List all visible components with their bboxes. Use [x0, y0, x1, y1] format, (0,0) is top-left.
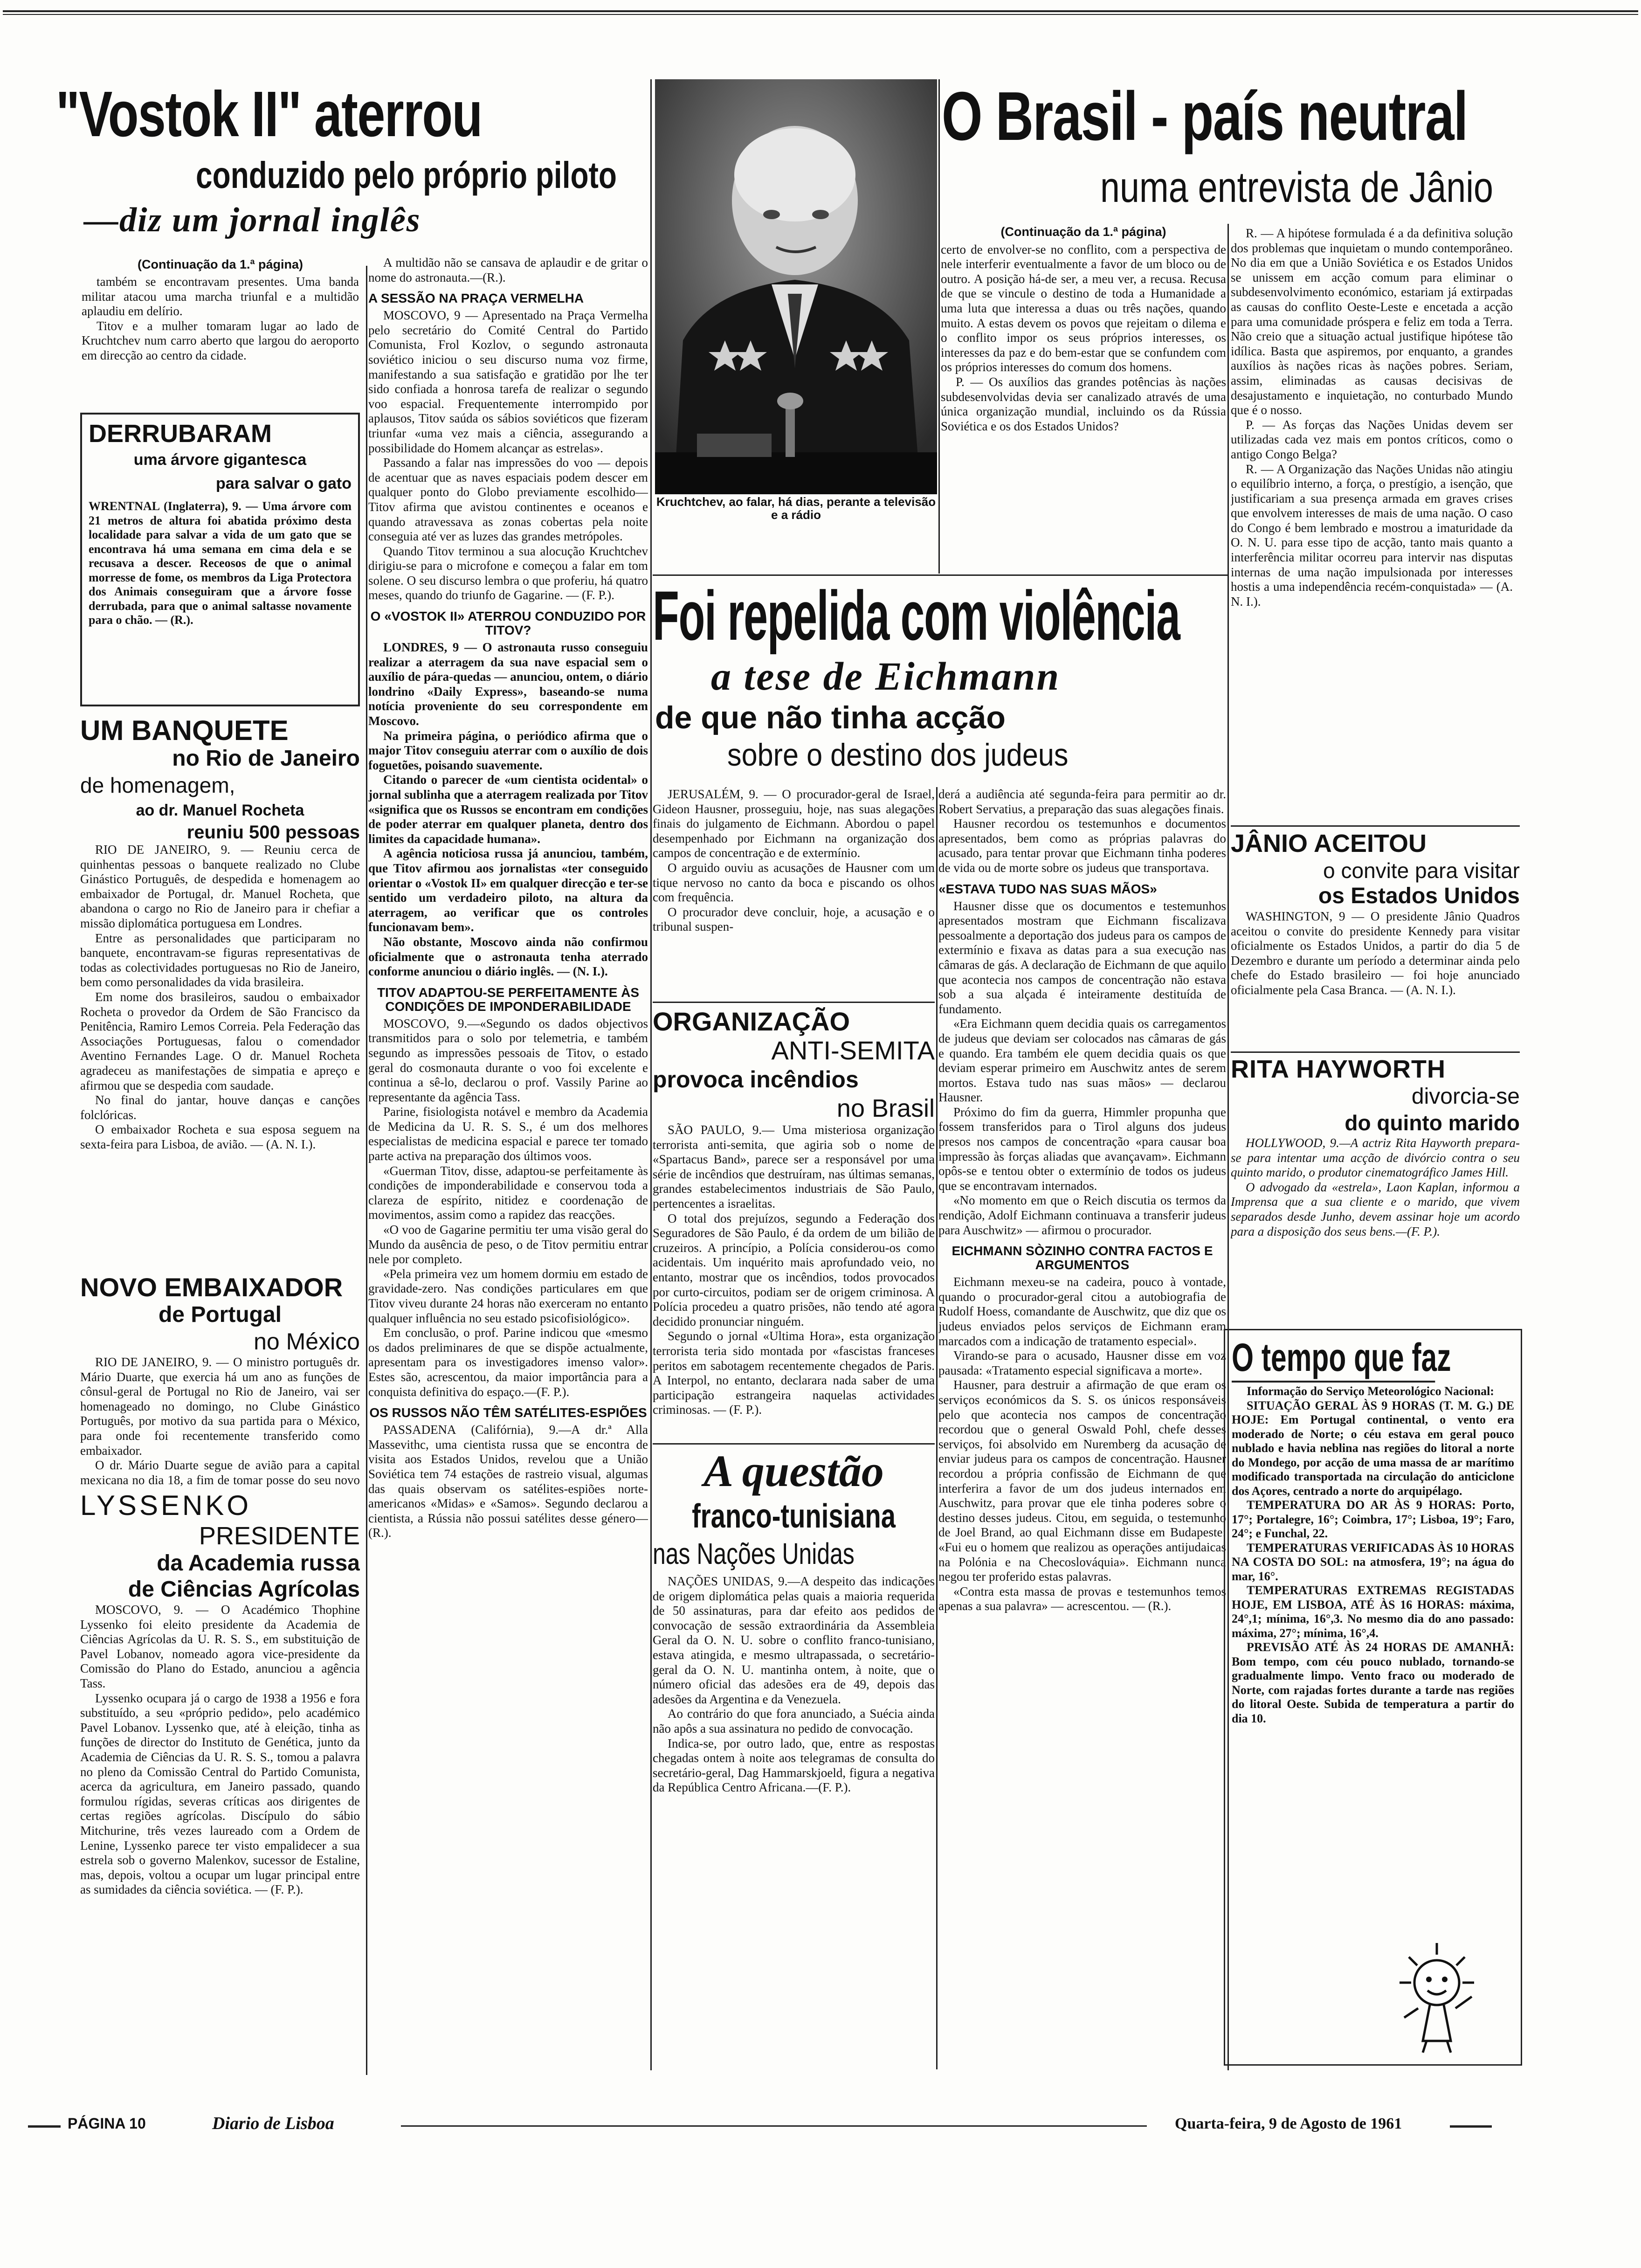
organizacao-p1: SÃO PAULO, 9.— Uma misteriosa organização terrorista anti-semita, que agiria sob o nome de «Spartacus Band», parece ser a responsável por uma série de incêndios que destruíram, nas últimas semanas, grandes estabelecimentos industriais de São Paulo, pertencentes a israelitas.: [653, 1123, 935, 1210]
janio-p1: WASHINGTON, 9 — O presidente Jânio Quadros aceitou o convite do presidente Kennedy para visitar oficialmente os Estados Unidos, a partir do dia 5 de Dezembro e durante um período a determinar ainda pelo chefe do Estado brasileiro — foi hoje anunciado oficialmente pela Casa Branca. — (A. N. I.).: [1231, 909, 1520, 997]
kruchtchev-photo: [655, 79, 937, 494]
eichmann-c2-p8: Virando-se para o acusado, Hausner disse em voz pausada: «Tratamento especial significava a morte».: [938, 1348, 1226, 1377]
tunisia-p3: Indica-se, por outro lado, que, entre as respostas chegadas ontem à noite aos telegramas de consulta do secretário-geral, Dag Hammarskjoeld, figura a negativa da República Centro Africana.—(F. P.).: [653, 1736, 935, 1795]
banquete-title: UM BANQUETE: [80, 716, 289, 746]
banquete-p3: Em nome dos brasileiros, saudou o embaixador Rocheta o provedor da Ordem de São Francisco da Penitência, Ramiro Lemos Correia. Pela Federação das Associações Portuguesas, falou o comendador Aventino Fernandes Lage. O dr. Manuel Rocheta agradeceu as manifestações de simpatia e apreço e afirmou que se despedia com saudade.: [80, 989, 360, 1093]
lyssenko-line3: da Academia russa: [157, 1551, 360, 1576]
eichmann-c2-p10: «Contra esta massa de provas e testemunhos temos apenas a sua palavra» — acrescentou. — (R.).: [938, 1584, 1226, 1613]
tunisia-p2: Ao contrário do que fora anunciado, a Suécia ainda não apôs a sua assinatura no pedido de convocação.: [653, 1707, 935, 1736]
lyssenko-p2: Lyssenko ocupara já o cargo de 1938 a 1956 e fora substituído, a seu «próprio pedido», pelo académico Pavel Lobanov. Lyssenko que, até à eleição, tinha as funções de director do Instituto de Genética, junto da Academia de Ciências da U. R. S. S., tomou a palavra no pleno da Comissão Central do Partido Comunista, acerca da agricultura, em Janeiro passado, quando formulou rígidas, severas críticas aos dirigentes de certas regiões agrícolas. Discípulo do sábio Mitchurine, três vezes laureado com a Ordem de Lenine, Lyssenko parece ter visto empalidecer a sua estrela sob o governo Malenkov, sucessor de Estaline, mas, depois, voltou a ocupar um lugar principal entre as sumidades da ciência soviética. — (F. P.).: [80, 1691, 360, 1897]
column-rule-3: [938, 79, 940, 574]
organizacao-block: [653, 1007, 935, 1436]
janio-block: [1231, 829, 1520, 1048]
brasil-c2-p3: R. — A Organização das Nações Unidas não atingiu o equilíbrio interno, a força, o prestígio, a isenção, que justificariam a sua presença armada em graves crises que envolvem interesses de mais de uma nação. O caso do Congo é bem lembrado e mostrou a imaturidade da O. N. U. para esse tipo de acção, tanto mais quanto a interferência militar ocorreu para intervir nas disputas internas de uma nação impulsionada por interesses hostis a uma independência recém-conquistada» — (A. N. I.).: [1231, 462, 1513, 608]
vostok-col2-p16: PASSADENA (Califórnia), 9.—A dr.ª Alla Massevithc, uma cientista russa que se encontra de visita aos Estados Unidos, revelou que a União Soviética tem 74 estações de rastreio visual, algumas das quais observam os satélites-espiões norte-americanos «Midas» e «Samos». Segundo declarou a cientista, a Rússia não possui satélites desse género—(R.).: [368, 1423, 648, 1540]
eichmann-c1-p2: O arguido ouviu as acusações de Hausner com um tique nervoso no canto da boca e piscando os olhos com frequência.: [653, 860, 935, 905]
organizacao-line4: no Brasil: [836, 1094, 935, 1122]
eichmann-top-rule: [653, 574, 1228, 576]
eichmann-c2-p1: derá a audiência até segunda-feira para permitir ao dr. Robert Servatius, a preparação das suas alegações finais.: [938, 787, 1226, 816]
tempo-p3: TEMPERATURA DO AR ÀS 9 HORAS: Porto, 17°; Portalegre, 16°; Coimbra, 17°; Lisboa, 19°; Faro, 24°; e Funchal, 22.: [1232, 1498, 1514, 1540]
brasil-headline-block: [942, 82, 1632, 221]
tempo-box: [1224, 1329, 1522, 2066]
banquete-line2: no Rio de Janeiro: [172, 746, 360, 771]
embaixador-line2: de Portugal: [158, 1302, 282, 1327]
vostok-deck2: —diz um jornal inglês: [84, 201, 421, 239]
lyssenko-p1: MOSCOVO, 9. — O Académico Thophine Lyssenko foi eleito presidente da Academia de Ciências Agrícolas da U. R. S. S., em substituição de Pavel Lobanov, nomeado agora vice-presidente da Comissão do Plano do Estado, anunciou a agência Tass.: [80, 1603, 360, 1690]
organizacao-line2: ANTI-SEMITA: [771, 1036, 935, 1065]
brasil-c1-p1: certo de envolver-se no conflito, com a perspectiva de nele interferir eventualmente a favor de um bloco ou de outro. A posição há-de ser, a meu ver, a recusa. Recusa de que se vincule o destino de toda a Humanidade a uma luta que interessa a duas ou três nações, quando muito. A estas devem os povos que rejeitam o dilema e o conflito impor os seus próprios interesses, os interesses da paz e do bem-estar que se confundem com os próprios interesses do comum dos homens.: [941, 242, 1226, 374]
eichmann-c2-p3: Hausner disse que os documentos e testemunhos apresentados mostram que Eichmann fiscalizava pessoalmente a deportação dos judeus para os campos de extermínio e fixava as datas para a sua execução nas câmaras de gás. A declaração de Eichmann de que aquilo que acontecia nos campos de concentração não estava sob a sua alçada é inteiramente destituída de fundamento.: [938, 899, 1226, 1016]
lyssenko-title: LYSSENKO: [80, 1490, 252, 1521]
vostok-col2-p12: «Guerman Titov, disse, adaptou-se perfeitamente às condições de imponderabilidade e conservou toda a clareza de espírito, nitidez e coordenação de movimentos, assim como a rapidez das reacções.: [368, 1163, 648, 1222]
embaixador-p2: O dr. Mário Duarte segue de avião para a capital mexicana no dia 18, a fim de tomar posse do seu novo: [80, 1458, 360, 1487]
derrubaram-line3: para salvar o gato: [215, 475, 352, 492]
footer-rule-left: [28, 2125, 61, 2128]
eichmann-col1: [653, 787, 935, 992]
vostok-deck: conduzido pelo próprio piloto: [196, 154, 617, 196]
tempo-title: O tempo que faz: [1232, 1334, 1435, 1383]
brasil-c2-p1: R. — A hipótese formulada é a da definitiva solução dos problemas que inquietam o mundo contemporâneo. No dia em que a União Soviética e os Estados Unidos se unissem em acção comum para eliminar o subdesenvolvimento económico, estariam já extirpadas as causas do conflito Oeste-Leste e encetada a acção para uma comunidade próspera e feliz em toda a Terra. Não creio que a situação actual justifique hipótese tão idílica. Basta que aspiremos, por enquanto, a grandes auxílios às nações ricas às nações pobres. Seriam, assim, eliminadas as causas decisivas de desajustamento e inquietação, no conturbado Mundo que é o nosso.: [1231, 226, 1513, 417]
eichmann-c2-p4: «Era Eichmann quem decidia quais os carregamentos de judeus que deviam ser colocados nas câmaras de gás e quando. Era também ele quem decidia quais os que deviam esperar primeiro em Auschwitz antes de serem mortos. Estava tudo nas suas mãos» — declarou Hausner.: [938, 1016, 1226, 1105]
tunisia-top-rule: [653, 1443, 935, 1445]
vostok-sub3: TITOV ADAPTOU-SE PERFEITAMENTE ÀS CONDIÇÕES DE IMPONDERABILIDADE: [377, 985, 640, 1014]
column-rule-1: [366, 266, 367, 2075]
tempo-p1: Informação do Serviço Meteorológico Nacional:: [1247, 1384, 1494, 1398]
banquete-p1: RIO DE JANEIRO, 9. — Reuniu cerca de quinhentas pessoas o banquete realizado no Clube Ginástico Português, de despedida e homenagem ao embaixador de Portugal, dr. Manuel Rocheta, que abandona o cargo no Rio de Janeiro para ir chefiar a missão diplomática portuguesa em Londres.: [80, 843, 360, 930]
vostok-sub1: A SESSÃO NA PRAÇA VERMELHA: [368, 291, 584, 306]
tunisia-line3: nas Nações Unidas: [653, 1537, 855, 1570]
banquete-p5: O embaixador Rocheta e sua esposa seguem na sexta-feira para Lisboa, de avião. — (A. N. I.).: [80, 1122, 360, 1151]
brasil-headline: O Brasil - país neutral: [942, 82, 1468, 155]
organizacao-line3: provoca incêndios: [653, 1066, 859, 1093]
banquete-line4: ao dr. Manuel Rocheta: [136, 802, 304, 819]
brasil-col2: [1231, 226, 1513, 828]
vostok-col1: [82, 255, 359, 411]
top-rule: [3, 10, 1638, 12]
vostok-col2: [368, 256, 648, 2069]
janio-top-rule: [1231, 825, 1520, 827]
derrubaram-line2: uma árvore gigantesca: [133, 451, 307, 469]
brasil-c2-p2: P. — As forças das Nações Unidas devem ser utilizadas cada vez mais em pontos críticos, como o antigo Congo Belga?: [1231, 417, 1513, 461]
footer-rule-middle: [401, 2125, 1147, 2127]
derrubaram-title: DERRUBARAM: [89, 420, 272, 448]
lyssenko-line4: de Ciências Agrícolas: [128, 1577, 360, 1602]
footer-paper-name: Diario de Lisboa: [212, 2114, 334, 2133]
vostok-col2-p15: Em conclusão, o prof. Parine indicou que «mesmo os dados preliminares de que se dispõe actualmente, apresentam para os investigadores imenso valor». Estes são, acrescentou, da maior importância para a conquista definitiva do espaço.—(F. P.).: [368, 1326, 648, 1399]
lyssenko-block: [80, 1490, 360, 2068]
sun-mascot-icon: [1367, 1938, 1507, 2055]
organizacao-p3: Segundo o jornal «Ultima Hora», esta organização terrorista teria sido montada por «fascistas franceses peritos em sabotagem recentemente chegados de Paris. A Interpol, no entanto, declarara nada saber de uma participação estrangeira naquelas actividades criminosas. — (F. P.).: [653, 1329, 935, 1417]
brasil-continuation-note: (Continuação da 1.ª página): [1000, 225, 1166, 239]
vostok-sub2: O «VOSTOK II» ATERROU CONDUZIDO POR TITOV?: [370, 609, 646, 638]
tempo-p4: TEMPERATURAS VERIFICADAS ÀS 10 HORAS NA COSTA DO SOL: na atmosfera, 19°; na água do mar, 16°.: [1232, 1541, 1515, 1583]
footer-page-number: PÁGINA 10: [68, 2115, 146, 2132]
footer-rule-right: [1450, 2125, 1492, 2128]
rita-line2: divorcia-se: [1411, 1084, 1520, 1109]
rita-p2: O advogado da «estrela», Laon Kaplan, informou a Imprensa que a sua cliente e o marido, que vivem separados desde Junho, devem assinar hoje um acordo para a disposição dos seus bens.—(F. P.).: [1231, 1180, 1520, 1238]
tunisia-p1: NAÇÕES UNIDAS, 9.—A despeito das indicações de origem diplomática pelas quais a maioria requerida de 50 assinaturas, para dar efeito aos pedidos de convocação de sessão extraordinária da Assembleia Geral da O. N. U. sobre o conflito franco-tunisiano, estava atingida, e mesmo ultrapassada, o secretário-geral da O. N. U. mantinha ontem, à noite, que o número oficial das adesões era de 49, depois das adesões da Argentina e da Venezuela.: [653, 1574, 935, 1706]
eichmann-sub1: «ESTAVA TUDO NAS SUAS MÃOS»: [938, 881, 1157, 896]
vostok-col2-p14: «Pela primeira vez um homem dormiu em estado de gravidade-zero. Nas condições particulares em que Titov viveu durante 24 horas não exerceram no entanto qualquer influência no seu estado psicofisiológico».: [368, 1266, 648, 1325]
vostok-col2-p13: «O voo de Gagarine permitiu ter uma visão geral do Mundo da ausência de peso, o de Titov permitiu entrar nele por completo.: [368, 1223, 648, 1266]
tunisia-line2: franco-tunisiana: [692, 1498, 896, 1535]
brasil-c1-p2: P. — Os auxílios das grandes potências às nações subdesenvolvidas devia ser canalizado através de uma única organização mundial, incluindo os da Rússia Soviética e os dos Estados Unidos?: [941, 374, 1226, 433]
banquete-line5: reuniu 500 pessoas: [186, 822, 360, 843]
eichmann-c2-p5: Próximo do fim da guerra, Himmler propunha que fossem transferidos para o Tirol alguns dos judeus presos nos campos de concentração «para causar boa impressão às forças aliadas que avançavam». Eichmann opôs-se e tentou obter o extermínio de todos os judeus que se encontravam internados.: [938, 1105, 1226, 1193]
eichmann-c1-p3: O procurador deve concluir, hoje, a acusação e o tribunal suspen-: [653, 905, 935, 934]
eichmann-deck1: a tese de Eichmann: [711, 654, 1061, 698]
eichmann-headline-block: [653, 578, 1228, 774]
tunisia-block: [653, 1445, 935, 2070]
vostok-col2-p7: Citando o parecer de «um cientista ocidental» o jornal sublinha que a aterragem realizada por Titov «significa que os Russos se encontram em condições de poder aterrar em qualquer planeta, dentro dos limites da capacidade humana».: [368, 773, 648, 846]
tempo-p5: TEMPERATURAS EXTREMAS REGISTADAS HOJE, EM LISBOA, ATÉ ÀS 16 HORAS: máxima, 24°,1; mínima, 16°,3. No mesmo dia do ano passado: máxima, 27°; mínima, 16°,4.: [1232, 1583, 1514, 1640]
eichmann-sub2: EICHMANN SÒZINHO CONTRA FACTOS E ARGUMENTOS: [952, 1244, 1213, 1272]
top-rule-thin: [3, 14, 1638, 15]
vostok-sub4: OS RUSSOS NÃO TÊM SATÉLITES-ESPIÕES: [369, 1405, 647, 1420]
photo-caption: Kruchtchev, ao falar, há dias, perante a televisão e a rádio: [656, 495, 936, 522]
column-rule-2: [650, 79, 652, 2070]
janio-line3: os Estados Unidos: [1318, 884, 1520, 908]
banquete-p2: Entre as personalidades que participaram no banquete, encontravam-se figuras representativas de todas as colectividades portuguesas no Rio de Janeiro, bem como personalidades da vida brasileira.: [80, 931, 360, 989]
eichmann-deck3: sobre o destino dos judeus: [727, 737, 1069, 773]
eichmann-c2-p9: Hausner, para destruir a afirmação de que eram os serviços económicos da S. S. os únicos responsáveis pelo que acontecia nos campos de concentração recordou que o general Oswald Pohl, chefe desses serviços, foi absolvido em Nuremberg da acusação de enviar judeus para os campos de concentração. Hausner recordou a própria confissão de Eichmann de que interferira a favor de um dos judeus internados em Auschwitz, para provar que ele tinha poderes sobre o destino desses judeus. Citou, em seguida, o testemunho de Joel Brand, ao qual Eichmann disse em Budapeste: «Fui eu o homem que realizou as operações antijudaicas na Polónia e na Checoslováquia». Eichmann nunca negou ter proferido estas palavras.: [938, 1378, 1226, 1584]
vostok-p2: Titov e a mulher tomaram lugar ao lado de Kruchtchev num carro aberto que largou do aeroporto em direcção ao centro da cidade.: [82, 318, 359, 362]
organizacao-p2: O total dos prejuízos, segundo a Federação dos Seguradores de São Paulo, é da ordem de um bilião de cruzeiros. A princípio, a Polícia considerou-os como acidentais. Um inquérito mais aprofundado veio, no entanto, mostrar que os incêndios, todos provocados por curto-circuitos, podiam ser de origem criminosa. A Polícia procedeu a quatro prisões, não tendo até agora decidido pronunciar ninguém.: [653, 1211, 935, 1328]
column-rule-5: [936, 787, 938, 2069]
vostok-col2-p1: A multidão não se cansava de aplaudir e de gritar o nome do astronauta.—(R.).: [368, 256, 648, 284]
vostok-col2-p9: Não obstante, Moscovo ainda não confirmou oficialmente que o astronauta tenha aterrado conforme anunciou o diário inglês. — (N. I.).: [368, 934, 648, 979]
janio-title: JÂNIO ACEITOU: [1231, 830, 1427, 857]
derrubaram-box: [80, 413, 360, 706]
banquete-block: [80, 716, 360, 1275]
vostok-col2-p6: Na primeira página, o periódico afirma que o major Titov conseguiu aterrar com o auxílio de dois foguetões, poisando suavemente.: [368, 728, 648, 772]
vostok-col2-p4: Quando Titov terminou a sua alocução Kruchtchev dirigiu-se para o microfone e começou a falar em tom solene. O seu discurso lembra o que proferiu, há quatro meses, quando do triunfo de Gagarine. — (F. P.).: [368, 544, 648, 602]
eichmann-deck2: de que não tinha acção: [655, 700, 1006, 735]
vostok-p1: também se encontravam presentes. Uma banda militar atacou uma marcha triunfal e a multidão aplaudiu em delírio.: [82, 275, 359, 318]
vostok-col2-p10: MOSCOVO, 9.—«Segundo os dados objectivos transmitidos para o solo por telemetria, e também segundo as impressões pessoais de Titov, o estado geral do cosmonauta durante o voo foi excelente e continua a sê-lo, declarou o prof. Vassily Parine ao representante da agência Tass.: [368, 1016, 648, 1104]
lyssenko-line2: PRESIDENTE: [199, 1522, 360, 1550]
vostok-col2-p5: LONDRES, 9 — O astronauta russo conseguiu realizar a aterragem da sua nave espacial sem o auxílio de pára-quedas — anunciou, ontem, o diário londrino «Daily Express», baseando-se numa notícia proveniente do seu correspondente em Moscovo.: [368, 640, 648, 728]
eichmann-c2-p7: Eichmann mexeu-se na cadeira, pouco à vontade, quando o procurador-geral citou a autobiografia de Rudolf Hoess, comandante de Auschwitz, que diz que os judeus enviados pelos serviços de Eichmann eram marcados com a indicação de tratamento especial».: [938, 1275, 1226, 1348]
vostok-headline: "Vostok II" aterrou: [56, 79, 482, 150]
janio-line2: o convite para visitar: [1323, 858, 1520, 883]
embaixador-title: NOVO EMBAIXADOR: [80, 1273, 343, 1302]
eichmann-col2: [938, 787, 1226, 2069]
footer-date: Quarta-feira, 9 de Agosto de 1961: [1175, 2115, 1402, 2132]
banquete-p4: No final do jantar, houve danças e canções folclóricas.: [80, 1093, 360, 1122]
brasil-col1: [941, 223, 1226, 573]
organizacao-top-rule: [653, 1002, 935, 1003]
tempo-p6: PREVISÃO ATÉ ÀS 24 HORAS DE AMANHÃ: Bom tempo, com céu pouco nublado, tornando-se gradualmente limpo. Vento fraco ou moderado de Norte, com rajadas fortes durante a tarde nas regiões do litoral Oeste. Subida de temperatura a partir do dia 10.: [1232, 1640, 1514, 1725]
rita-block: [1231, 1055, 1520, 1316]
eichmann-c2-p6: «No momento em que o Reich discutia os termos da rendição, Adolf Eichmann continuava a transferir judeus para Auschwitz» — afirmou o procurador.: [938, 1193, 1226, 1237]
derrubaram-body: WRENTNAL (Inglaterra), 9. — Uma árvore com 21 metros de altura foi abatida próximo desta localidade para salvar a vida de um gato que se encontrava há uma semana em cima dela e se recusava a descer. Receosos de que o animal morresse de fome, os membros da Liga Protectora dos Animais conseguiram que a árvore fosse derrubada, para que o animal saltasse novamente para o chão. — (R.).: [89, 499, 352, 627]
tunisia-headline: A questão: [703, 1446, 884, 1496]
eichmann-headline: Foi repelida com violência: [653, 578, 1180, 655]
banquete-line3: de homenagem,: [80, 773, 235, 797]
tempo-p2: SITUAÇÃO GERAL ÀS 9 HORAS (T. M. G.) DE HOJE: Em Portugal continental, o vento era moderado de Norte; o céu estava em geral pouco nublado e havia neblina nas regiões do litoral a norte do Mondego, por acção de uma massa de ar marítimo modificado transportada na circulação do anticiclone dos Açores, centrado a norte do arquipélago.: [1232, 1398, 1514, 1498]
vostok-col2-p3: Passando a falar nas impressões do voo — depois de acentuar que as naves espaciais podem descer em qualquer ponto do Globo previamente escolhido—Titov afirma que avistou continentes e oceanos e quando atravessava as zonas cobertas pela noite conseguia até ver as luzes das grandes metrópoles.: [368, 456, 648, 544]
embaixador-line3: no México: [254, 1328, 360, 1355]
rita-title: RITA HAYWORTH: [1231, 1055, 1446, 1083]
rita-p1: HOLLYWOOD, 9.—A actriz Rita Hayworth prepara-se para intentar uma acção de divórcio contra o seu quinto marido, o produtor cinematográfico James Hill.: [1231, 1136, 1520, 1180]
vostok-col2-p8: A agência noticiosa russa já anunciou, também, que Titov afirmou aos jornalistas «ter conseguido orientar o «Vostok II» em qualquer direcção e ter-se sentido um verdadeiro piloto, na altura da aterragem, ao verificar que os controles funcionavam bem».: [368, 846, 648, 934]
brasil-deck: numa entrevista de Jânio: [1100, 164, 1493, 211]
continuation-note: (Continuação da 1.ª página): [137, 257, 303, 271]
vostok-headline-block: [56, 79, 639, 266]
rita-line3: do quinto marido: [1345, 1111, 1520, 1135]
embaixador-block: [80, 1273, 360, 1487]
vostok-col2-p2: MOSCOVO, 9 — Apresentado na Praça Vermelha pelo secretário do Comité Central do Partido Comunista, Frol Kozlov, o segundo astronauta soviético iniciou o seu discurso numa voz firme, manifestando a sua satisfação e gratidão por lhe ter sido confiada a honrosa tarefa de realizar o segundo voo espacial. Frequentemente interrompido por aplausos, Titov saúda os sábios soviéticos que fizeram triunfar «uma vez mais a ciência, assegurando a possibilidade do Homem alcançar as estrelas».: [368, 308, 648, 455]
rita-top-rule: [1231, 1051, 1520, 1053]
embaixador-p1: RIO DE JANEIRO, 9. — O ministro português dr. Mário Duarte, que exercia há um ano as funções de cônsul-geral de Portugal no Rio de Janeiro, vai ser homenageado no domingo, no Clube Ginástico Português, por motivo da sua partida para o México, para onde foi recentemente transferido como embaixador.: [80, 1355, 360, 1458]
vostok-col2-p11: Parine, fisiologista notável e membro da Academia de Medicina da U. R. S. S., é um dos melhores especialistas de medicina espacial e parece ter tomado parte activa na preparação dos últimos voos.: [368, 1105, 648, 1163]
kruchtchev-portrait-image: [655, 79, 937, 494]
eichmann-c2-p2: Hausner recordou os testemunhos e documentos apresentados, bem como as próprias palavras do acusado, para tentar provar que Eichmann tinha poderes de vida ou de morte sobre os judeus que transportava.: [938, 816, 1226, 875]
eichmann-c1-p1: JERUSALÉM, 9. — O procurador-geral de Israel, Gideon Hausner, prosseguiu, hoje, nas suas alegações finais do julgamento de Eichmann. Abordou o papel desempenhado por Eichmann na organização dos campos de concentração e de extermínio.: [653, 787, 935, 860]
organizacao-title: ORGANIZAÇÃO: [653, 1007, 850, 1036]
